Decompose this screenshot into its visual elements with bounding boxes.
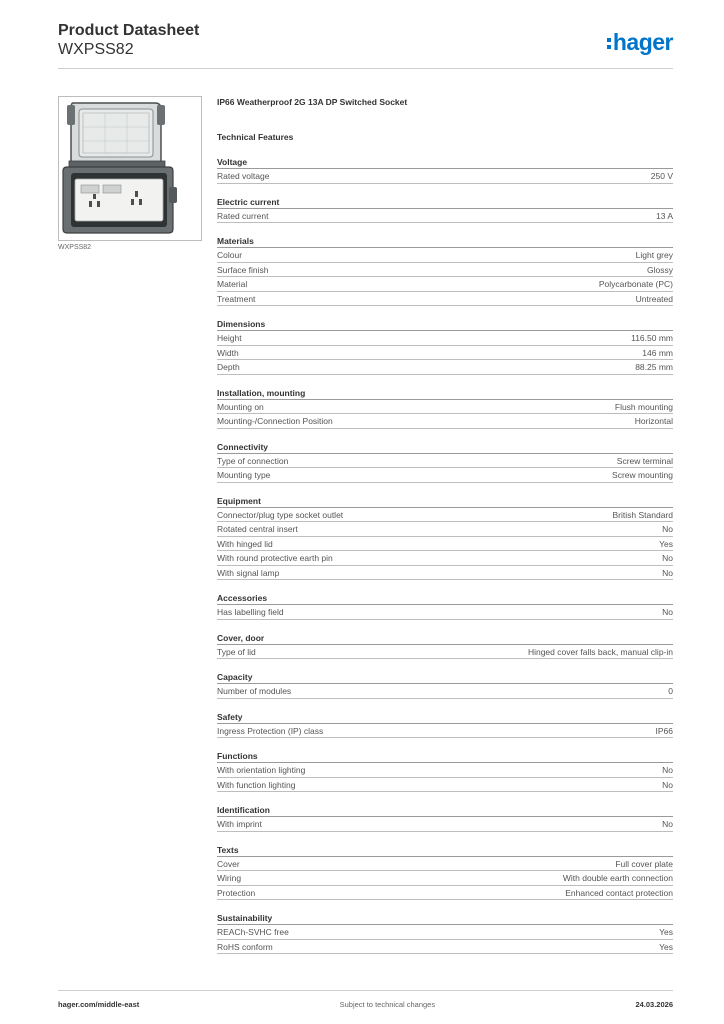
spec-value: Polycarbonate (PC)	[598, 279, 673, 289]
spec-label: Mounting type	[217, 470, 271, 480]
hager-logo	[607, 30, 673, 54]
section-title: Sustainability	[217, 912, 673, 925]
spec-value: 250 V	[650, 171, 673, 181]
spec-label: Mounting-/Connection Position	[217, 416, 333, 426]
section-title: Materials	[217, 235, 673, 248]
spec-row	[217, 209, 673, 224]
image-caption: WXPSS82	[58, 244, 92, 251]
spec-row	[217, 263, 673, 278]
spec-row	[217, 346, 673, 361]
page-footer	[58, 990, 673, 1009]
spec-section	[217, 592, 673, 620]
section-title: Equipment	[217, 495, 673, 508]
section-title: Cover, door	[217, 632, 673, 645]
page-header	[58, 22, 673, 69]
section-title: Functions	[217, 750, 673, 763]
section-title: Capacity	[217, 671, 673, 684]
product-title: IP66 Weatherproof 2G 13A DP Switched Socket	[217, 97, 408, 107]
product-code: WXPSS82	[58, 41, 134, 58]
spec-section	[217, 156, 673, 184]
spec-section	[217, 750, 673, 792]
spec-row	[217, 454, 673, 469]
spec-value: IP66	[655, 725, 673, 736]
spec-value: Screw terminal	[616, 455, 673, 466]
spec-section	[217, 804, 673, 832]
spec-label: With signal lamp	[217, 567, 280, 578]
spec-value: No	[662, 553, 673, 563]
spec-row	[217, 778, 673, 793]
technical-features-heading: Technical Features	[217, 132, 294, 142]
spec-value: No	[662, 567, 673, 578]
spec-row	[217, 645, 673, 660]
spec-sections	[217, 156, 673, 954]
spec-value: British Standard	[612, 509, 673, 520]
spec-row	[217, 684, 673, 699]
spec-value: Yes	[659, 927, 673, 937]
footer-disclaimer: Subject to technical changes	[339, 1000, 436, 1009]
spec-row	[217, 331, 673, 346]
spec-label: Connector/plug type socket outlet	[217, 509, 344, 520]
spec-value: Flush mounting	[614, 401, 673, 412]
spec-label: Depth	[217, 362, 240, 372]
spec-value: Yes	[659, 538, 673, 549]
spec-value: No	[662, 524, 673, 534]
section-title: Connectivity	[217, 441, 673, 454]
spec-row	[217, 871, 673, 886]
spec-section	[217, 318, 673, 375]
spec-label: With imprint	[217, 819, 262, 829]
spec-value: 88.25 mm	[635, 362, 673, 372]
footer-website: hager.com/middle-east	[58, 1000, 140, 1009]
spec-row	[217, 414, 673, 429]
spec-section	[217, 912, 673, 954]
spec-row	[217, 551, 673, 566]
logo-text: hager	[612, 29, 673, 55]
spec-label: With hinged lid	[217, 538, 273, 549]
spec-label: Rated voltage	[217, 171, 270, 181]
spec-row	[217, 925, 673, 940]
section-title: Identification	[217, 804, 673, 817]
spec-section	[217, 196, 673, 224]
section-title: Safety	[217, 711, 673, 724]
section-title: Electric current	[217, 196, 673, 209]
spec-row	[217, 468, 673, 483]
section-title: Installation, mounting	[217, 387, 673, 400]
spec-section	[217, 632, 673, 660]
spec-label: Width	[217, 347, 239, 358]
spec-value: Yes	[659, 941, 673, 952]
spec-row	[217, 169, 673, 184]
spec-label: Has labelling field	[217, 607, 284, 617]
spec-row	[217, 940, 673, 955]
spec-label: With round protective earth pin	[217, 553, 333, 563]
spec-value: 13 A	[655, 210, 673, 221]
spec-row	[217, 292, 673, 307]
spec-value: Light grey	[635, 250, 673, 260]
spec-value: No	[662, 765, 673, 775]
spec-value: Horizontal	[634, 416, 673, 426]
spec-value: 146 mm	[642, 347, 673, 358]
spec-label: With orientation lighting	[217, 765, 306, 775]
spec-label: With function lighting	[217, 779, 296, 790]
spec-value: Glossy	[647, 264, 673, 275]
spec-label: REACh-SVHC free	[217, 927, 289, 937]
spec-content	[217, 96, 673, 954]
spec-label: Ingress Protection (IP) class	[217, 725, 324, 736]
spec-label: RoHS conform	[217, 941, 273, 952]
spec-row	[217, 763, 673, 778]
spec-row	[217, 277, 673, 292]
spec-value: Screw mounting	[612, 470, 673, 480]
spec-row	[217, 360, 673, 375]
spec-section	[217, 495, 673, 581]
logo-dots-icon	[607, 38, 611, 49]
section-title: Voltage	[217, 156, 673, 169]
spec-value: Full cover plate	[615, 858, 673, 869]
spec-label: Number of modules	[217, 686, 292, 696]
section-title: Dimensions	[217, 318, 673, 331]
spec-row	[217, 508, 673, 523]
spec-row	[217, 886, 673, 901]
spec-row	[217, 400, 673, 415]
spec-row	[217, 724, 673, 739]
spec-row	[217, 537, 673, 552]
spec-value: Enhanced contact protection	[565, 887, 673, 898]
document-title: Product Datasheet	[58, 22, 200, 39]
spec-section	[217, 387, 673, 429]
section-title: Accessories	[217, 592, 673, 605]
spec-label: Cover	[217, 858, 240, 869]
spec-row	[217, 248, 673, 263]
spec-label: Wiring	[217, 873, 242, 883]
product-image	[58, 96, 202, 241]
spec-value: No	[662, 779, 673, 790]
spec-row	[217, 566, 673, 581]
spec-row	[217, 605, 673, 620]
spec-label: Protection	[217, 887, 256, 898]
spec-label: Material	[217, 279, 248, 289]
spec-value: Hinged cover falls back, manual clip-in	[527, 646, 673, 657]
spec-section	[217, 671, 673, 699]
spec-value: 0	[668, 686, 673, 696]
spec-row	[217, 857, 673, 872]
spec-label: Surface finish	[217, 264, 269, 275]
spec-value: Untreated	[635, 293, 673, 304]
spec-label: Rotated central insert	[217, 524, 298, 534]
spec-row	[217, 817, 673, 832]
spec-section	[217, 711, 673, 739]
spec-label: Type of connection	[217, 455, 289, 466]
spec-row	[217, 522, 673, 537]
spec-label: Type of lid	[217, 646, 256, 657]
spec-value: No	[662, 819, 673, 829]
footer-date: 24.03.2026	[635, 1000, 673, 1009]
spec-section	[217, 235, 673, 306]
spec-label: Rated current	[217, 210, 269, 221]
spec-section	[217, 441, 673, 483]
weatherproof-socket-illustration	[59, 97, 201, 240]
spec-value: With double earth connection	[562, 873, 673, 883]
section-title: Texts	[217, 844, 673, 857]
spec-label: Height	[217, 333, 242, 343]
spec-value: 116.50 mm	[631, 333, 673, 343]
spec-label: Mounting on	[217, 401, 264, 412]
spec-value: No	[662, 607, 673, 617]
spec-label: Colour	[217, 250, 243, 260]
spec-section	[217, 844, 673, 901]
spec-label: Treatment	[217, 293, 256, 304]
